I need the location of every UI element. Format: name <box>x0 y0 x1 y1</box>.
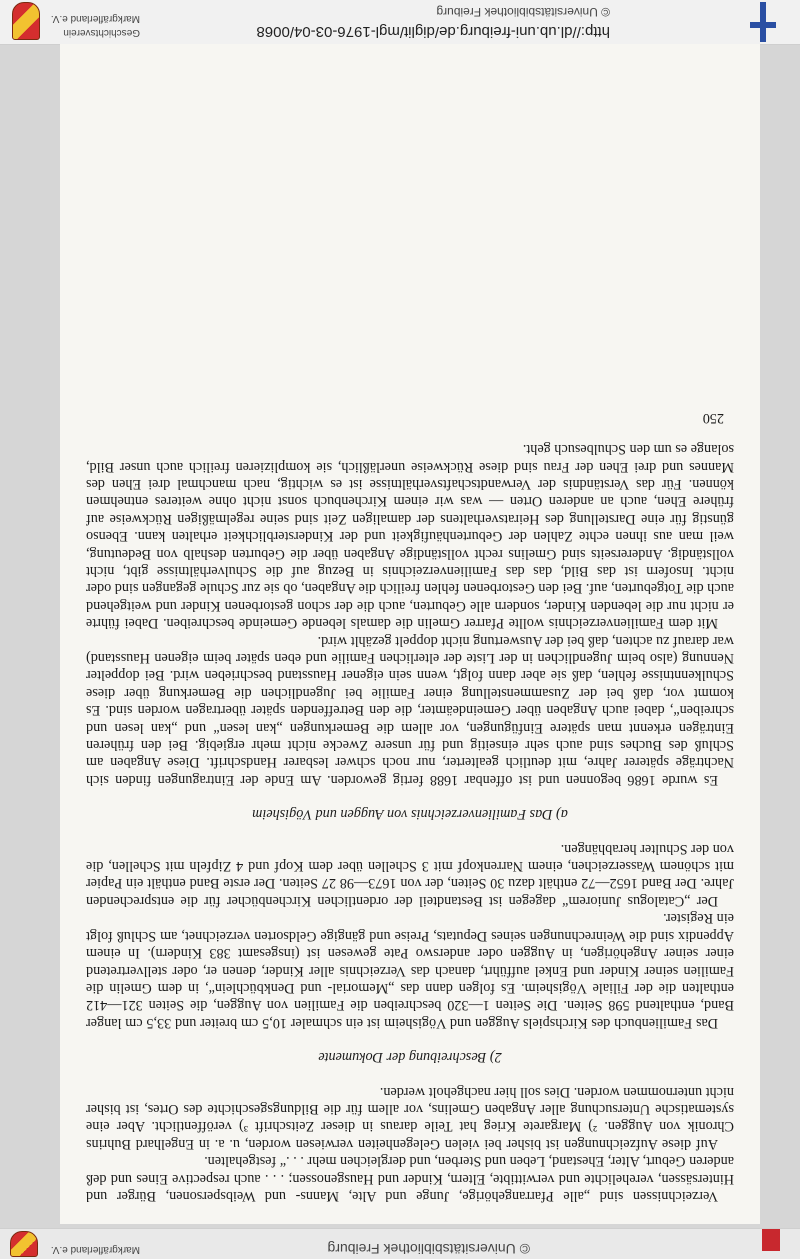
copyright-notice: © Universitätsbibliothek Freiburg <box>327 1241 530 1257</box>
body-paragraph: Mit dem Familienverzeichnis wollte Pfarrer Gmelin die damals lebende Gemeinde beschreiben. Dabei führte er nicht nur die lebenden Kinder, sondern alle Geburten, auch die der schon gestorbenen Kinder und weitgehend auch die Totgeburten, auf. Bei den Gestorbenen fehlen freilich die Angaben, ob sie zur Schule gegangen sind oder nicht. Insofern ist das Bild, das das Familienverzeichnis in Bezug auf die Schulverhältnisse gibt, nicht vollständig. Andererseits sind Gmelins recht vollständige Angaben über die Geburten deshalb von Bedeutung, weil man aus ihnen echte Zahlen der Geburtenhäufigkeit und der Kindersterblichkeit erhalten kann. Ebenso günstig für eine Darstellung des Heiratsverhaltens der damaligen Zeit sind seine regelmäßigen Rückweise auf frühere Ehen, auch an anderen Orten — was wir einem Kirchenbuch sonst nicht ohne weiteres entnehmen können. Für das Verständnis der Verwandtschaftsverhältnisse ist es wichtig, nach manchmal drei Ehen des Mannes und drei Ehen der Frau sind diese Rückweise unerläßlich, sie komplizieren freilich auch unser Bild, solange es um den Schulbesuch geht. <box>86 441 734 632</box>
section-heading: 2) Beschreibung der Dokumente <box>318 1049 502 1066</box>
scanned-page <box>60 44 760 1224</box>
university-logo-icon <box>750 2 776 42</box>
source-url[interactable]: http://dl.ub.uni-freiburg.de/diglit/mgl-1976-03-04/0068 <box>256 23 610 40</box>
subsection-heading: a) Das Familienverzeichnis von Auggen und Vögisheim <box>252 806 568 823</box>
society-region: Markgräflerland e.V. <box>50 13 140 24</box>
body-paragraph: Der „Catalogus Juniorem“ dagegen ist Bestandteil der ordentlichen Kirchenbücher für die entsprechenden Jahre. Der Band 1652—72 enthält dazu 30 Seiten, der von 1673—98 27 Seiten. Der erste Band enthält ein Papier mit schönem Wasserzeichen, einem Narrenkopf mit 3 Schellen über dem Kopf und 4 Zipfeln mit Schellen, die von der Schulter herabhängen. <box>86 840 734 909</box>
viewer-header-bar <box>0 1228 800 1259</box>
viewer-footer-bar <box>0 0 800 45</box>
copyright-notice: © Universitätsbibliothek Freiburg <box>436 5 610 19</box>
page-number: 250 <box>702 409 724 426</box>
society-coat-of-arms-icon <box>10 1231 38 1257</box>
society-region: Markgräflerland e.V. <box>50 1244 140 1255</box>
body-paragraph: Verzeichnissen sind „alle Pfarrangehörige, Junge und Alte, Manns- und Weibspersonen, Bürger und Hintersässen, verehelichte und verwittibte, Eltern, Kinder und Hausgenossen; . . . auch respective Eines und deß anderen Geburt, Alter, Ehestand, Leben und Sterben, und dergleichen mehr . . .“ festgehalten. <box>86 1153 734 1204</box>
body-paragraph: Auf diese Aufzeichnungen ist bisher bei vielen Gelegenheiten verwiesen worden, u. a. in Engelhard Buhrins Chronik von Auggen. ²) Margarete Krieg hat Teile daraus in dieser Zeitschrift ³) veröffentlicht. Aber eine systematische Untersuchung aller Angaben Gmelins, vor allem für die Bildungsgeschichte des Ortes, ist bisher nicht unternommen worden. Dies soll hier nachgeholt werden. <box>86 1083 734 1152</box>
society-name: Geschichtsverein <box>63 27 140 38</box>
university-logo-icon <box>762 1228 780 1251</box>
body-paragraph: Es wurde 1686 begonnen und ist offenbar 1688 fertig geworden. Am Ende der Eintragungen finden sich Nachträge späterer Jahre, mit deutlich gealterter, nur noch schwer lesbarer Handschrift. Diese Angaben am Schluß des Buches sind auch sehr einseitig und für unsere Zwecke nicht mehr ergiebig. Bei den früheren Einträgen erkennt man spätere Einfügungen, vor allem die Bemerkungen „kan lesen“ und „kan lesen und schreiben“, dabei auch Angaben über Gemeindeämter, die den Betreffenden später übertragen worden sind. Es kommt vor, daß bei der Zusammenstellung einer Familie bei Jugendlichen die Bemerkung über diese Schulkenntnisse fehlen, daß sie aber dann folgt, wenn sein eigener Hausstand beschrieben wird. Bei doppelter Nennung (also beim Jugendlichen in der Liste der elterlichen Familie und eben später beim eigenen Hausstand) war darauf zu achten, daß bei der Auswertung nicht doppelt gezählt wird. <box>86 632 734 788</box>
society-coat-of-arms-icon <box>12 2 40 40</box>
page-content <box>60 44 760 1224</box>
body-paragraph: Das Familienbuch des Kirchspiels Auggen und Vögisheim ist ein schmaler 10,5 cm breiter und 33,5 cm langer Band, enthaltend 598 Seiten. Die Seiten 1—320 beschreiben die Familien von Auggen, die Seiten 321—412 enthalten die der Filiale Vögisheim. Es folgen dann das „Memorial- und Denkbüchlein“, in dem Gmelin die Familien seiner Kinder und Enkel aufführt, danach das Verzeichnis aller Kinder, denen er, oder stellvertretend einer seiner Angehörigen, in Auggen oder anderswo Pate gewesen ist (insgesamt 383 Kindern). In einem Appendix sind die Weinrechnungen seines Deputats, Preise und gängige Geldsorten verzeichnet, am Schluß folgt ein Register. <box>86 910 734 1031</box>
